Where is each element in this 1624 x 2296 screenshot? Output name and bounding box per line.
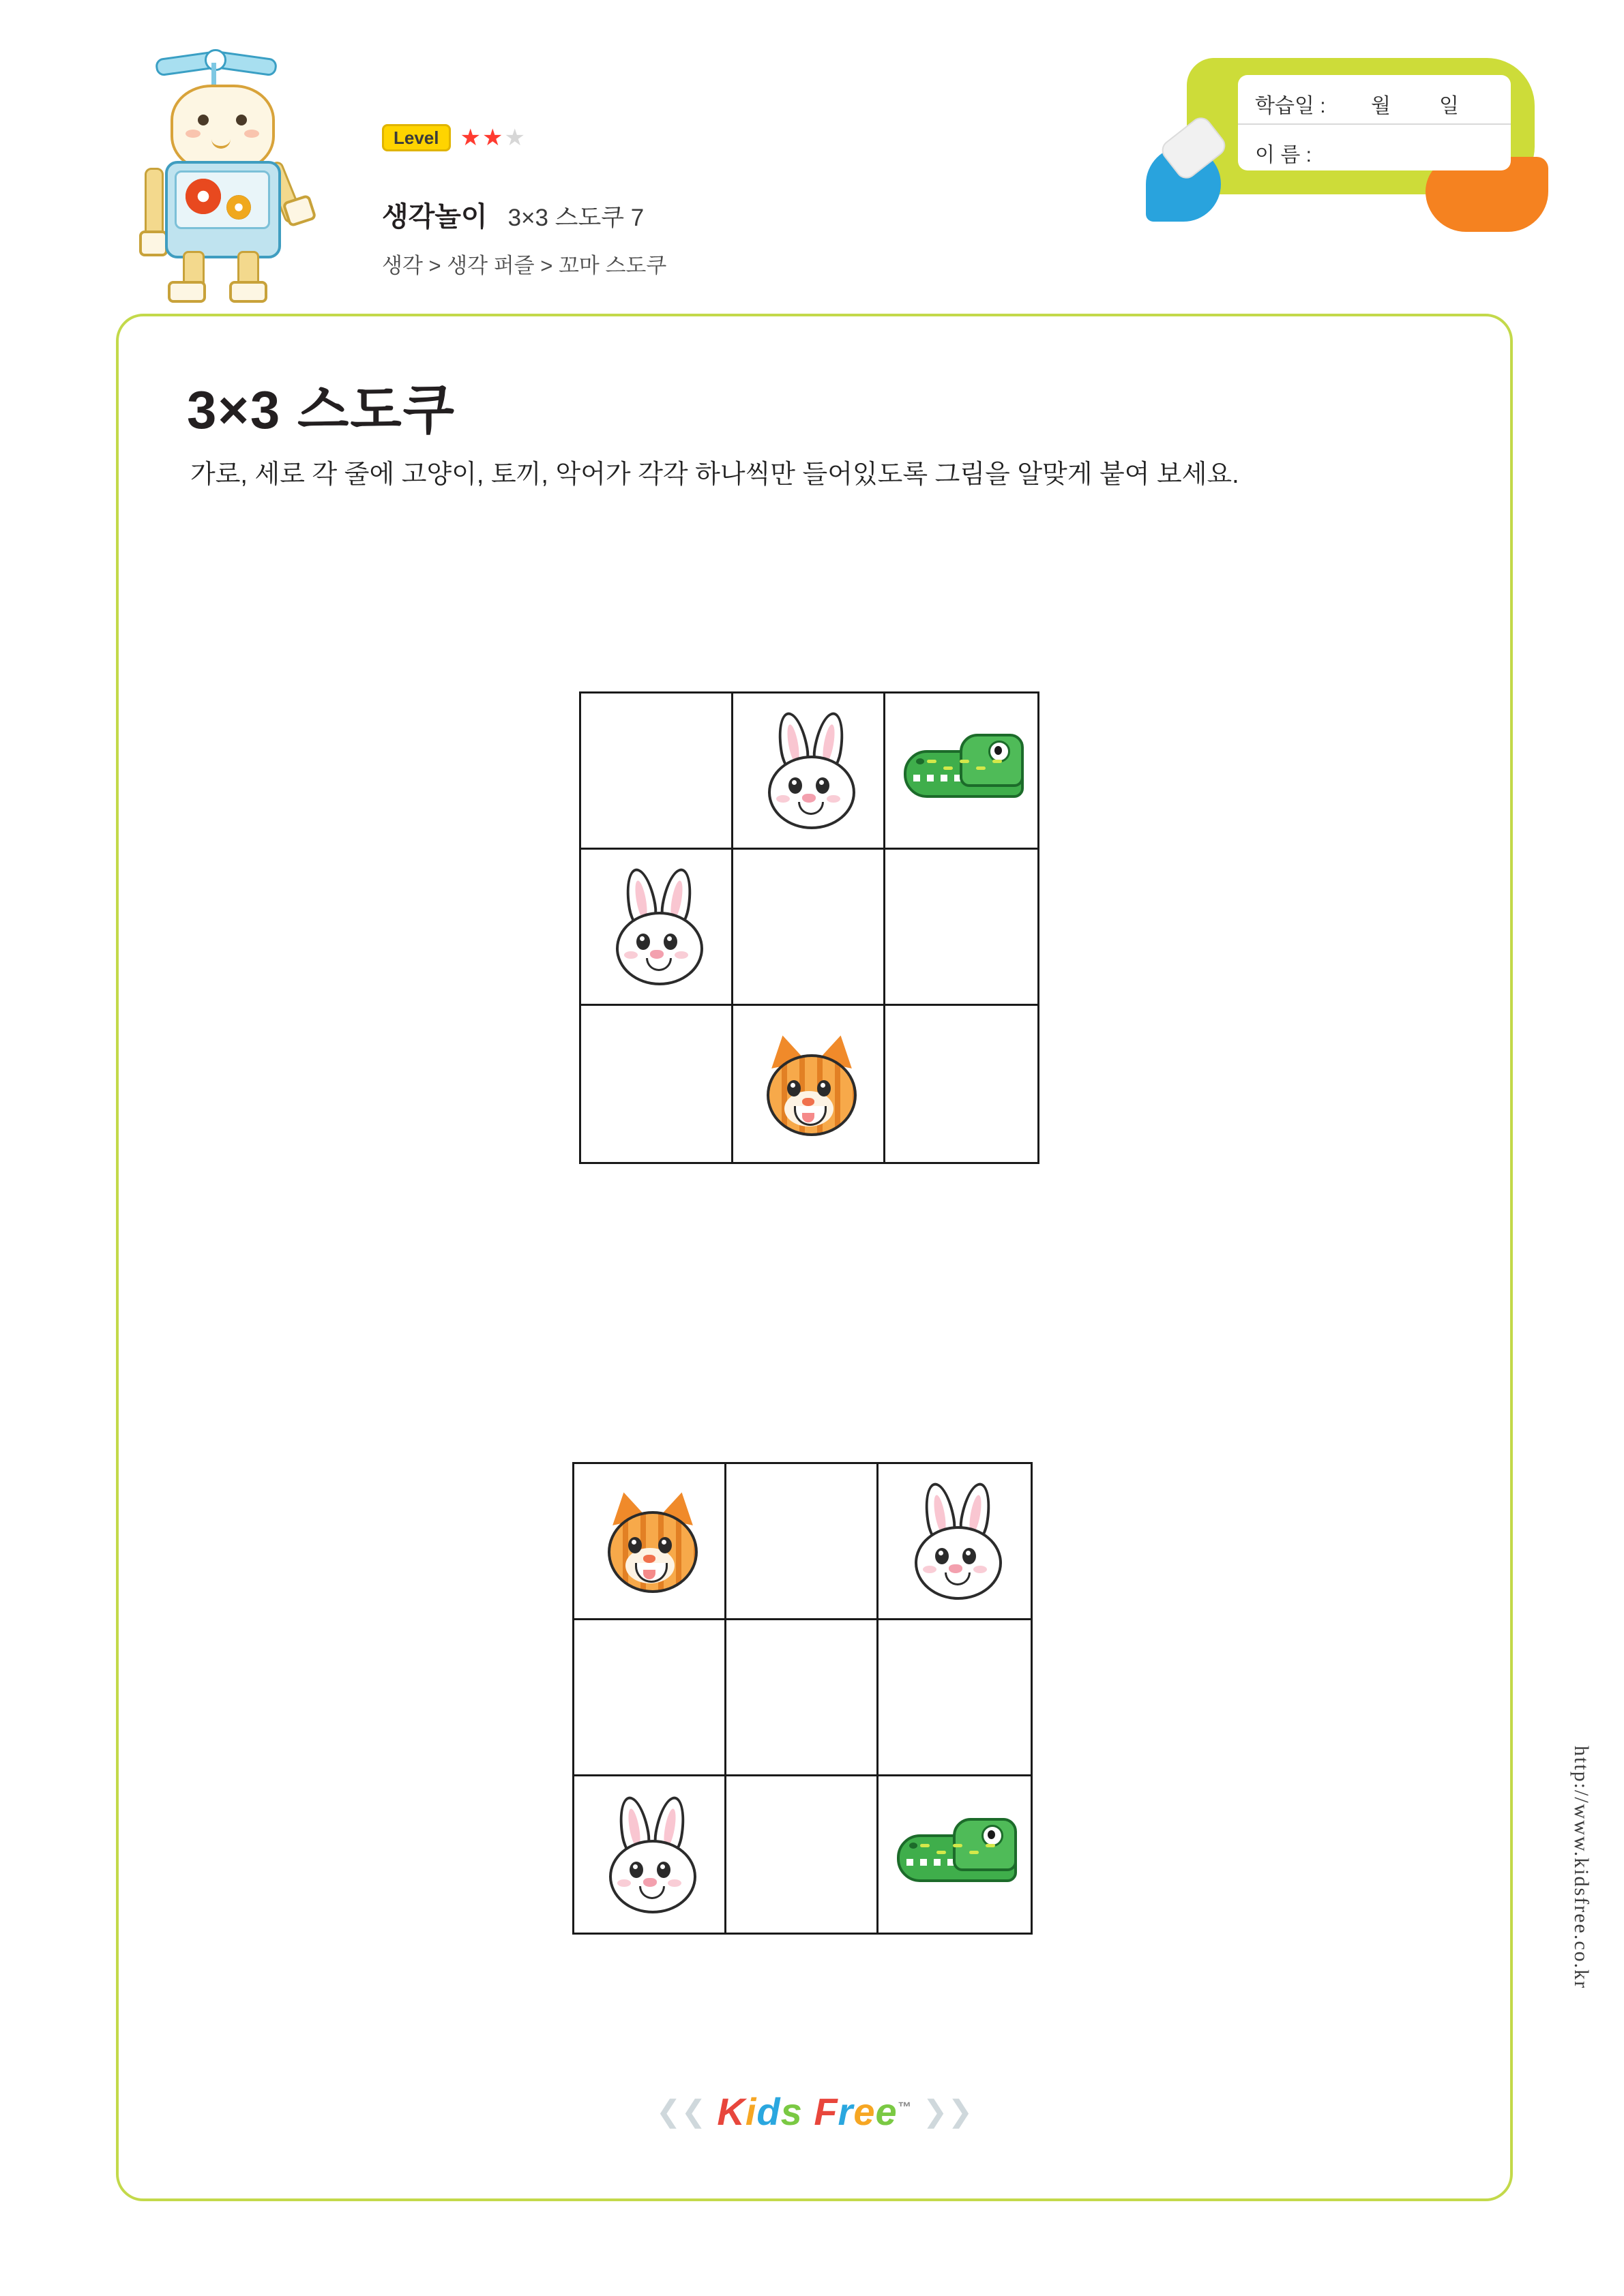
pencil-graphic — [1132, 38, 1541, 215]
rabbit-icon — [743, 709, 873, 832]
rabbit-icon — [585, 1793, 714, 1916]
sudoku-cell[interactable] — [733, 850, 885, 1006]
wing-right-icon: ❯❯ — [922, 2095, 973, 2128]
robot-mascot-icon — [102, 27, 334, 300]
sudoku-cell[interactable] — [733, 1006, 885, 1162]
worksheet-title-row — [382, 195, 644, 234]
breadcrumb: 생각 > 생각 퍼즐 > 꼬마 스도쿠 — [382, 254, 667, 278]
wing-left-icon: ❮❮ — [655, 2095, 707, 2128]
sudoku-cell[interactable] — [581, 850, 733, 1006]
sudoku-cell[interactable] — [726, 1776, 879, 1933]
worksheet-sheet — [116, 314, 1513, 2201]
sudoku-cell[interactable] — [885, 694, 1037, 850]
sudoku-cell[interactable] — [581, 1006, 733, 1162]
name-label: 이 름 : — [1255, 144, 1312, 166]
worksheet-name: 3×3 스도쿠 7 — [507, 205, 645, 231]
sudoku-grid-1[interactable] — [579, 691, 1039, 1164]
rabbit-icon — [591, 865, 721, 988]
level-indicator — [382, 124, 527, 151]
kidsfree-logo — [656, 2089, 973, 2134]
date-label: 학습일 : — [1255, 95, 1326, 117]
logo-text: Kids Free™ — [717, 2090, 912, 2133]
sudoku-cell[interactable] — [879, 1620, 1031, 1776]
sudoku-cell[interactable] — [726, 1620, 879, 1776]
level-stars: ★★★ — [460, 125, 527, 151]
date-month-label: 월 — [1371, 95, 1391, 117]
sudoku-cell[interactable] — [574, 1464, 726, 1620]
date-day-label: 일 — [1439, 95, 1459, 117]
sudoku-cell[interactable] — [726, 1464, 879, 1620]
instructions-text: 가로, 세로 각 줄에 고양이, 토끼, 악어가 각각 하나씩만 들어있도록 그림을 알맞게 붙여 보세요. — [190, 460, 1239, 489]
site-url: http://www.kidsfree.co.kr — [1570, 1746, 1593, 1990]
page-title: 3×3 스도쿠 — [187, 380, 456, 440]
crocodile-icon — [890, 1793, 1020, 1916]
cat-icon — [743, 1023, 873, 1146]
level-badge: Level — [382, 124, 451, 151]
page-header — [0, 0, 1624, 307]
crocodile-icon — [897, 709, 1027, 832]
cat-icon — [585, 1480, 714, 1602]
sudoku-grid-2[interactable] — [572, 1462, 1033, 1935]
sudoku-cell[interactable] — [885, 850, 1037, 1006]
sudoku-cell[interactable] — [581, 694, 733, 850]
sudoku-cell[interactable] — [574, 1776, 726, 1933]
rabbit-icon — [890, 1480, 1020, 1602]
sudoku-cell[interactable] — [885, 1006, 1037, 1162]
sudoku-cell[interactable] — [733, 694, 885, 850]
sudoku-cell[interactable] — [879, 1776, 1031, 1933]
worksheet-category: 생각놀이 — [382, 202, 488, 232]
sudoku-cell[interactable] — [879, 1464, 1031, 1620]
sudoku-cell[interactable] — [574, 1620, 726, 1776]
